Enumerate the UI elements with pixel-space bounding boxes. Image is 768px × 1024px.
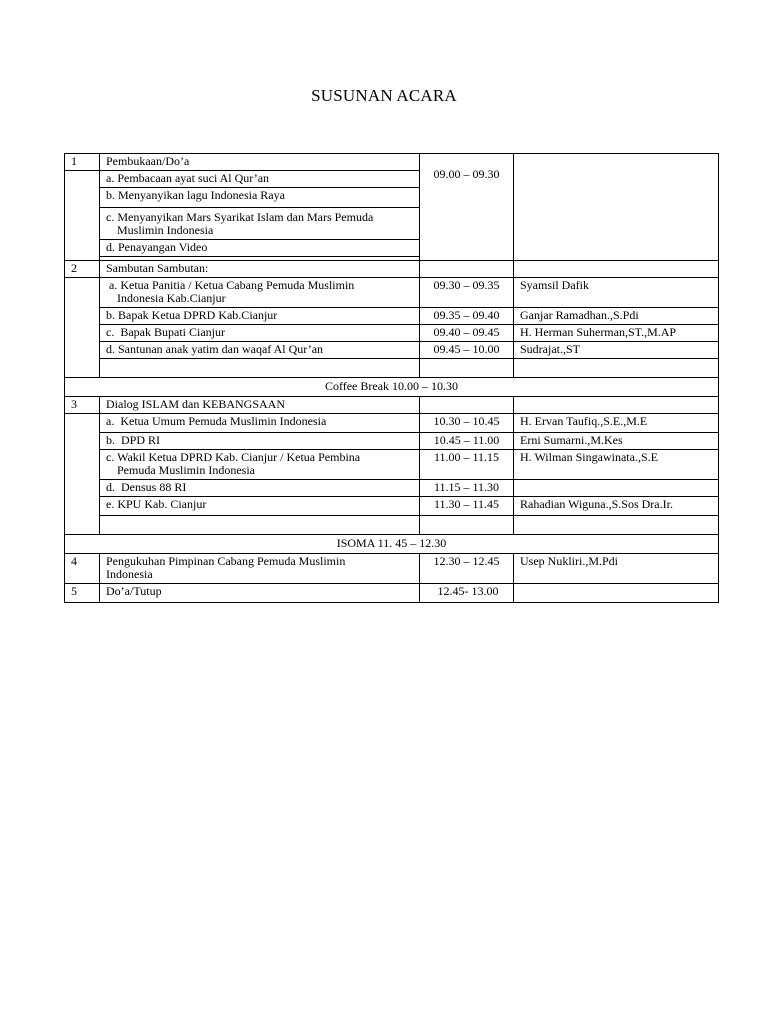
empty-cell [100, 359, 420, 378]
speaker-cell [514, 261, 719, 278]
agenda-item: d. Densus 88 RI [100, 480, 420, 497]
agenda-item: d. Santunan anak yatim dan waqaf Al Qur’an [100, 342, 420, 359]
agenda-item: c. Bapak Bupati Cianjur [100, 325, 420, 342]
section-heading: Dialog ISLAM dan KEBANGSAAN [100, 397, 420, 414]
table-row [65, 554, 719, 584]
coffee-break-row: Coffee Break 10.00 – 10.30 [65, 378, 719, 397]
time-cell: 09.45 – 10.00 [420, 342, 514, 359]
time-cell: 12.45- 13.00 [420, 584, 514, 603]
table-row [65, 397, 719, 414]
page-title: SUSUNAN ACARA [311, 86, 457, 105]
time-cell [420, 261, 514, 278]
table-row [65, 497, 719, 516]
isoma-row: ISOMA 11. 45 – 12.30 [65, 535, 719, 554]
number-cell [65, 278, 100, 378]
agenda-item: Do’a/Tutup [100, 584, 420, 603]
table-row [65, 584, 719, 603]
time-cell: 09.40 – 09.45 [420, 325, 514, 342]
speaker-cell [514, 397, 719, 414]
agenda-item-continuation: Muslimin Indonesia [117, 223, 214, 237]
agenda-item-text: Pengukuhan Pimpinan Cabang Pemuda Muslimin [106, 554, 346, 568]
table-row [65, 480, 719, 497]
number-cell [65, 171, 100, 261]
time-cell: 10.30 – 10.45 [420, 414, 514, 433]
time-cell [420, 397, 514, 414]
empty-cell [514, 516, 719, 535]
agenda-item: a. Ketua Umum Pemuda Muslimin Indonesia [100, 414, 420, 433]
speaker-cell: H. Herman Suherman,ST.,M.AP [514, 325, 719, 342]
time-cell: 12.30 – 12.45 [420, 554, 514, 584]
speaker-cell: H. Ervan Taufiq.,S.E.,M.E [514, 414, 719, 433]
table-row [65, 278, 719, 308]
time-cell [420, 154, 514, 261]
speaker-cell: H. Wilman Singawinata.,S.E [514, 450, 719, 480]
agenda-item-text: a. Ketua Panitia / Ketua Cabang Pemuda Muslimin [106, 278, 355, 292]
agenda-item-continuation: Indonesia [106, 567, 153, 581]
agenda-item-continuation: Pemuda Muslimin Indonesia [117, 463, 255, 477]
table-row [65, 261, 719, 278]
speaker-cell: Syamsil Dafik [514, 278, 719, 308]
table-row [65, 535, 719, 554]
agenda-item: d. Penayangan Video [100, 240, 420, 257]
section-number: 4 [65, 554, 100, 584]
table-row [65, 325, 719, 342]
agenda-item-text: c. Menyanyikan Mars Syarikat Islam dan Mars Pemuda [106, 210, 374, 224]
time-cell: 11.30 – 11.45 [420, 497, 514, 516]
agenda-item-text: c. Wakil Ketua DPRD Kab. Cianjur / Ketua Pembina [106, 450, 361, 464]
section-number: 5 [65, 584, 100, 603]
time-cell: 11.15 – 11.30 [420, 480, 514, 497]
speaker-cell [514, 584, 719, 603]
agenda-item: b. Menyanyikan lagu Indonesia Raya [100, 188, 420, 208]
time-cell: 10.45 – 11.00 [420, 433, 514, 450]
table-row [65, 342, 719, 359]
table-row [65, 516, 719, 535]
speaker-cell: Rahadian Wiguna.,S.Sos Dra.Ir. [514, 497, 719, 516]
agenda-item: e. KPU Kab. Cianjur [100, 497, 420, 516]
speaker-cell: Ganjar Ramadhan.,S.Pdi [514, 308, 719, 325]
empty-cell [514, 359, 719, 378]
speaker-cell: Usep Nukliri.,M.Pdi [514, 554, 719, 584]
agenda-table [64, 153, 719, 603]
section-heading: Sambutan Sambutan: [100, 261, 420, 278]
agenda-item: b. Bapak Ketua DPRD Kab.Cianjur [100, 308, 420, 325]
empty-cell [420, 516, 514, 535]
agenda-item [100, 450, 420, 480]
time-cell: 09.30 – 09.35 [420, 278, 514, 308]
time-cell: 09.35 – 09.40 [420, 308, 514, 325]
agenda-item: b. DPD RI [100, 433, 420, 450]
speaker-cell [514, 480, 719, 497]
section-number: 2 [65, 261, 100, 278]
number-cell [65, 414, 100, 535]
agenda-item [100, 554, 420, 584]
table-row [65, 433, 719, 450]
section-number: 1 [65, 154, 100, 171]
agenda-item [100, 208, 420, 240]
speaker-cell [514, 154, 719, 261]
table-row [65, 308, 719, 325]
section-number: 3 [65, 397, 100, 414]
agenda-item-continuation: Indonesia Kab.Cianjur [117, 291, 226, 305]
time-cell: 11.00 – 11.15 [420, 450, 514, 480]
table-row [65, 414, 719, 433]
section-heading: Pembukaan/Do’a [100, 154, 420, 171]
empty-cell [100, 516, 420, 535]
time-text: 09.00 – 09.30 [433, 167, 500, 181]
agenda-item [100, 278, 420, 308]
table-row [65, 359, 719, 378]
table-row [65, 154, 719, 171]
empty-cell [420, 359, 514, 378]
speaker-cell: Sudrajat.,ST [514, 342, 719, 359]
agenda-item: a. Pembacaan ayat suci Al Qur’an [100, 171, 420, 188]
table-row [65, 450, 719, 480]
speaker-cell: Erni Sumarni.,M.Kes [514, 433, 719, 450]
table-row [65, 378, 719, 397]
